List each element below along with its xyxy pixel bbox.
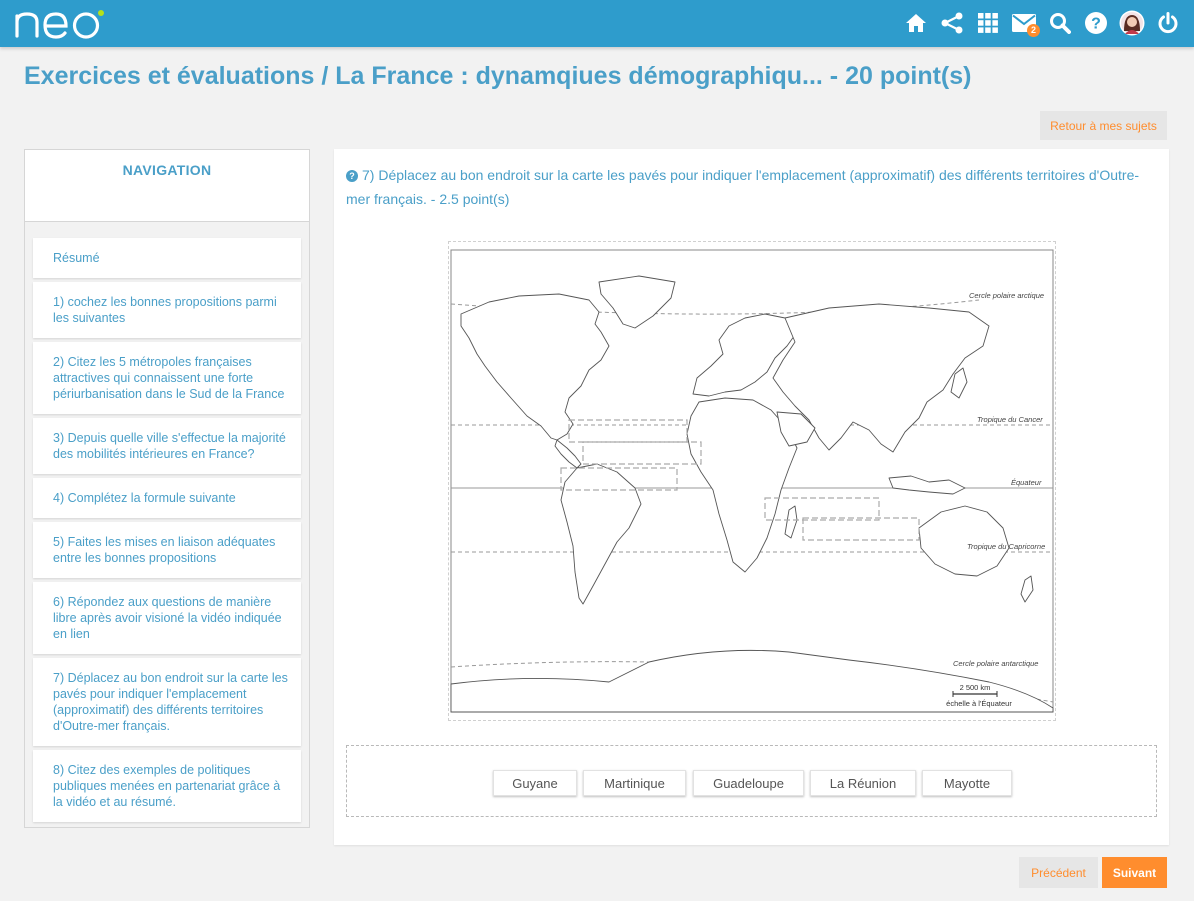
previous-button[interactable]: Précédent [1019, 857, 1098, 888]
nav-item-question-8[interactable]: 8) Citez des exemples de politiques publiques menées en partenariat grâce à la vidéo et au résumé. [33, 750, 301, 822]
nav-item-summary[interactable]: Résumé [33, 238, 301, 278]
tile-guyane[interactable]: Guyane [493, 770, 577, 796]
home-icon[interactable] [898, 8, 934, 38]
question-text [346, 163, 1146, 211]
nav-item-question-1[interactable]: 1) cochez les bonnes propositions parmi les suivantes [33, 282, 301, 338]
tile-martinique[interactable]: Martinique [583, 770, 686, 796]
tile-mayotte[interactable]: Mayotte [922, 770, 1012, 796]
label-equator: Équateur [1011, 478, 1042, 487]
question-help-icon: ? [346, 170, 358, 182]
share-icon[interactable] [934, 8, 970, 38]
svg-text:?: ? [1091, 15, 1101, 33]
page-title: Exercices et évaluations / La France : dynamqiues démographiqu... - 20 point(s) [24, 62, 972, 90]
question-label: 7) Déplacez au bon endroit sur la carte les pavés pour indiquer l'emplacement (approximatif) des différents territoires d'Outre-mer français. - 2.5 point(s) [346, 167, 1140, 207]
navigation-panel [24, 149, 310, 828]
label-antarctic-circle: Cercle polaire antarctique [953, 659, 1039, 668]
nav-item-question-2[interactable]: 2) Citez les 5 métropoles françaises attractives qui connaissent une forte périurbanisation dans le Sud de la France [33, 342, 301, 414]
question-card [334, 149, 1169, 845]
label-tropic-cancer: Tropique du Cancer [977, 415, 1043, 424]
nav-item-question-3[interactable]: 3) Depuis quelle ville s'effectue la majorité des mobilités intérieures en France? [33, 418, 301, 474]
power-icon[interactable] [1150, 8, 1186, 38]
nav-item-question-6[interactable]: 6) Répondez aux questions de manière libre après avoir visioné la vidéo indiquée en lien [33, 582, 301, 654]
nav-item-question-5[interactable]: 5) Faites les mises en liaison adéquates entre les bonnes propositions [33, 522, 301, 578]
tile-guadeloupe[interactable]: Guadeloupe [693, 770, 804, 796]
help-icon[interactable] [1078, 8, 1114, 38]
nav-item-question-4[interactable]: 4) Complétez la formule suivante [33, 478, 301, 518]
search-icon[interactable] [1042, 8, 1078, 38]
next-button[interactable]: Suivant [1102, 857, 1167, 888]
tile-la-reunion[interactable]: La Réunion [810, 770, 916, 796]
nav-item-question-7[interactable]: 7) Déplacez au bon endroit sur la carte les pavés pour indiquer l'emplacement (approximatif) des différents territoires d'Outre-mer français. [33, 658, 301, 746]
label-tropic-capricorn: Tropique du Capricorne [967, 542, 1046, 551]
top-bar [0, 0, 1194, 47]
apps-grid-icon[interactable] [970, 8, 1006, 38]
world-map[interactable] [448, 241, 1056, 721]
scale-value: 2 500 km [959, 683, 991, 692]
mail-badge: 2 [1027, 24, 1040, 37]
return-to-subjects-button[interactable]: Retour à mes sujets [1040, 111, 1167, 140]
avatar[interactable] [1114, 8, 1150, 38]
label-arctic-circle: Cercle polaire arctique [969, 291, 1045, 300]
tiles-dropzone[interactable] [346, 745, 1157, 817]
mail-icon[interactable] [1006, 8, 1042, 38]
navigation-heading: NAVIGATION [25, 150, 309, 222]
neo-logo[interactable] [14, 2, 124, 42]
scale-note: échelle à l'Équateur [946, 699, 1012, 708]
